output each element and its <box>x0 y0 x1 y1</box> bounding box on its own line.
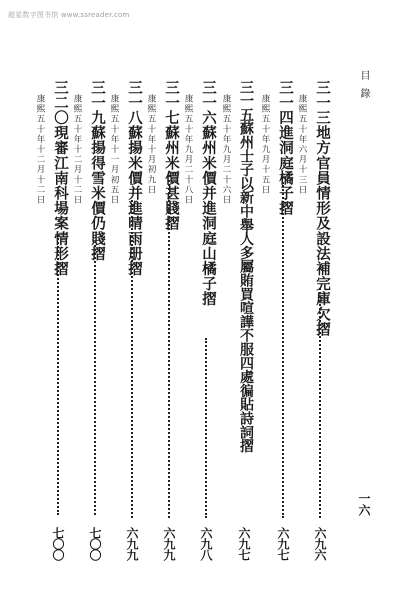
entry-page: 六九九 <box>125 527 139 560</box>
entry-title: 三一八蘇揚米價并進晴雨册摺 <box>126 80 143 277</box>
entry-date: 康熙五十年九月二十八日 <box>183 94 193 206</box>
leader-dots <box>319 288 321 518</box>
entry-title: 三二〇現審江南科場案情形摺 <box>52 80 69 277</box>
entry-page: 六九七 <box>276 527 290 560</box>
entry-date: 康熙五十年十月初九日 <box>146 94 156 195</box>
entry-page: 七〇〇 <box>51 527 65 560</box>
leader-dots <box>282 182 284 518</box>
leader-dots <box>94 245 96 515</box>
entry-date: 康熙五十年十二月十二日 <box>35 94 45 206</box>
leader-dots <box>131 200 133 518</box>
leader-dots <box>57 235 59 515</box>
entry-page: 七〇〇 <box>88 527 102 560</box>
entry-date: 康熙五十年九月十五日 <box>260 94 270 195</box>
leader-dots <box>168 175 170 518</box>
entry-title: 三一三地方官員情形及設法補完庫欠摺 <box>314 80 331 337</box>
entry-title: 三一五蘇州士子以新中舉人多屬賄買喧譁不服四處徧貼詩詞摺 <box>238 80 254 453</box>
leader-dots <box>205 338 207 518</box>
section-label: 目錄 <box>358 70 369 106</box>
entry-title: 三一九蘇揚得雪米價仍賤摺 <box>89 80 106 262</box>
entry-date: 康熙五十年六月十三日 <box>297 94 307 195</box>
entry-page: 六九九 <box>162 527 176 560</box>
entry-date: 康熙五十年九月二十六日 <box>221 94 231 206</box>
entry-page: 六九七 <box>237 527 251 560</box>
entry-page: 六九六 <box>313 527 327 560</box>
page-number: 一六 <box>357 492 371 516</box>
watermark: 超星数字图书馆 www.ssreader.com <box>8 11 130 19</box>
entry-title: 三一四進洞庭橘子摺 <box>277 80 294 216</box>
entry-title: 三一六蘇州米價并進洞庭山橘子摺 <box>200 80 217 307</box>
entry-date: 康熙五十年十二月十二日 <box>72 94 82 206</box>
entry-title: 三一七蘇州米價甚賤摺 <box>163 80 180 231</box>
entry-page: 六九八 <box>199 527 213 560</box>
entry-date: 康熙五十年十一月初五日 <box>109 94 119 206</box>
